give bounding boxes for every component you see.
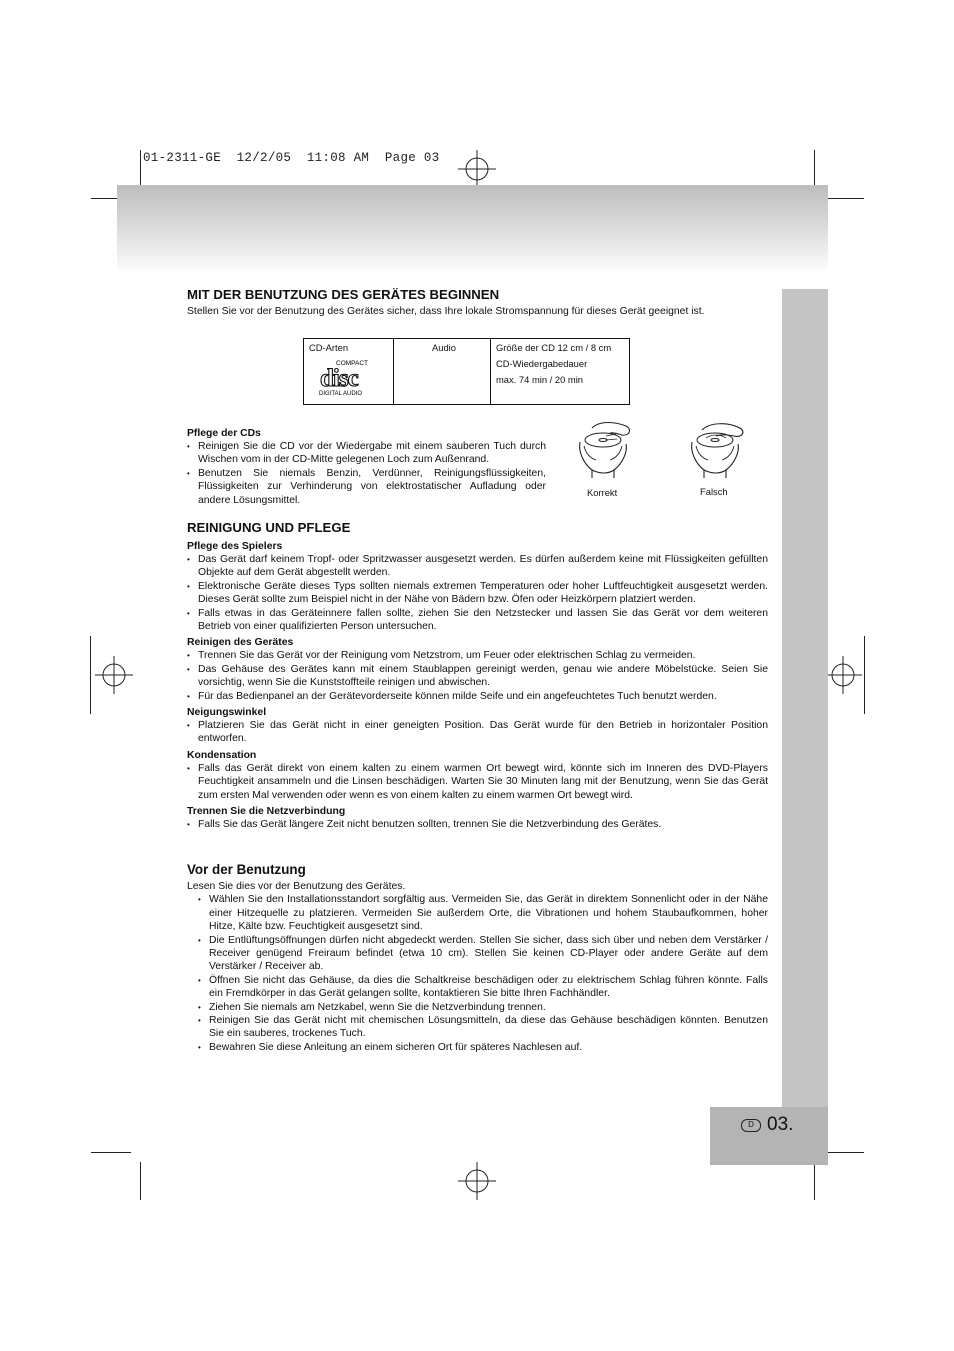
caption-wrong: Falsch — [700, 486, 728, 497]
list-item: • Trennen Sie das Gerät vor der Reinigung vom Netzstrom, um Feuer oder elektrischen Schlag zu vermeiden. — [187, 649, 768, 662]
logo-top-text: COMPACT — [336, 360, 369, 367]
cd-type-table — [303, 338, 630, 405]
list-item: • Für das Bedienpanel an der Gerätevorderseite können milde Seife und ein angefeuchtetes Tuch benutzt werden. — [187, 690, 768, 703]
cd-table-col-specs — [492, 339, 629, 404]
language-badge: D — [741, 1119, 761, 1132]
page-number — [741, 1114, 793, 1136]
list-item: • Elektronische Geräte dieses Typs sollten niemals extremen Temperaturen oder hoher Luftfeuchtigkeit ausgesetzt werden. Dieses Gerät sollte zum Beispiel nicht in der Nähe von Bädern bzw. Öfen oder Heizkörpern platziert werden. — [187, 580, 768, 607]
cd-table-col-type — [304, 339, 394, 404]
list-item: • Falls etwas in das Geräteinnere fallen sollte, ziehen Sie den Netzstecker und lassen Sie das Gerät vor dem weiteren Betrieb von einer qualifizierten Person untersuchen. — [187, 607, 768, 634]
cd-playtime-label: CD-Wiedergabedauer — [496, 358, 588, 369]
compact-disc-logo — [318, 357, 380, 397]
list-item: • Reinigen Sie das Gerät nicht mit chemischen Lösungsmitteln, da diese das Gehäuse beschädigen könnten. Benutzen Sie ein sauberes, trockenes Tuch. — [198, 1014, 768, 1041]
cd-playtime-value: max. 74 min / 20 min — [496, 374, 584, 385]
list-item: • Falls das Gerät direkt von einem kalten zu einem warmen Ort bewegt wird, könnte sich im Inneren des DVD-Players Feuchtigkeit ansammeln und die Linsen beschädigen. Warten Sie 30 Minuten lang mit der Benutzung, wenn Sie das Gerät zum ersten Mal verwenden oder wenn es von einem kalten zu einem warmen Ort bewegt wird. — [187, 762, 768, 802]
list-item: • Platzieren Sie das Gerät nicht in einer geneigten Position. Das Gerät wurde für den Betrieb in horizontaler Position entworfen. — [187, 719, 768, 746]
list-item: • Das Gehäuse des Gerätes kann mit einem Staublappen gereinigt werden, genau wie andere Möbelstücke. Seien Sie vorsichtig, wenn Sie die Kunststoffteile reinigen und abwischen. — [187, 663, 768, 690]
section-cleaning-care — [187, 520, 768, 832]
list-item: • Falls Sie das Gerät längere Zeit nicht benutzen sollten, trennen Sie die Netzverbindung des Gerätes. — [187, 818, 768, 831]
list-item: • Bewahren Sie diese Anleitung an einem sicheren Ort für späteres Nachlesen auf. — [198, 1041, 768, 1054]
cd-wipe-correct-illustration — [570, 420, 640, 480]
print-header: 01-2311-GE 12/2/05 11:08 AM Page 03 — [143, 151, 440, 165]
section-title: REINIGUNG UND PFLEGE — [187, 520, 351, 535]
registration-mark-top — [458, 150, 496, 188]
list-item: • Wählen Sie den Installationsstandort sorgfältig aus. Vermeiden Sie, das Gerät in direktem Sonnenlicht oder in der Nähe einer Hitzequelle zu platzieren. Vermeiden Sie außerdem Orte, die Vibrationen und hohem Staubaufkommen, hoher Hitze, Kälte bzw. Feuchtigkeit ausgesetzt sind. — [198, 893, 768, 933]
list-item: • Reinigen Sie die CD vor der Wiedergabe mit einem sauberen Tuch durch Wischen vom in der CD-Mitte gelegenen Loch zum Außenrand. — [187, 440, 546, 467]
disconnect-heading: Trennen Sie die Netzverbindung — [187, 806, 346, 818]
section-intro: Stellen Sie vor der Benutzung des Gerätes sicher, dass Ihre lokale Stromspannung für dieses Gerät geeignet ist. — [187, 306, 705, 317]
logo-bottom-text: DIGITAL AUDIO — [319, 391, 363, 397]
registration-mark-left — [95, 656, 133, 694]
cd-table-audio: Audio — [432, 342, 456, 353]
list-item: • Die Entlüftungsöffnungen dürfen nicht abgedeckt werden. Stellen Sie sicher, dass sich über und neben dem Verstärker / Receiver genügend Freiraum befindet (etwa 10 cm). Stellen Sie keinen CD-Player oder andere Geräte auf dem Verstärker / Receiver ab. — [198, 934, 768, 974]
device-cleaning-heading: Reinigen des Gerätes — [187, 637, 294, 649]
cd-table-col-audio — [395, 339, 491, 404]
list-item: • Benutzen Sie niemals Benzin, Verdünner, Reinigungsflüssigkeiten, Flüssigkeiten zur Verhinderung von elektrostatischer Aufladung oder andere Lösungsmittel. — [187, 467, 546, 507]
caption-correct: Korrekt — [587, 487, 618, 498]
page-number-text: 03. — [767, 1114, 794, 1135]
list-item: • Das Gerät darf keinem Tropf- oder Spritzwasser ausgesetzt werden. Es dürfen außerdem keine mit Flüssigkeiten gefüllten Objekte auf dem Gerät abgestellt werden. — [187, 553, 768, 580]
cd-care-heading: Pflege der CDs — [187, 428, 261, 439]
section-title: MIT DER BENUTZUNG DES GERÄTES BEGINNEN — [187, 287, 500, 302]
list-item: • Öffnen Sie nicht das Gehäuse, da dies die Schaltkreise beschädigen oder zu elektrischem Schlag führen könnte. Falls ein Fremdkörper in das Gerät gelangen sollte, kontaktieren Sie bitte Ihren Fachhändler. — [198, 974, 768, 1001]
registration-mark-bottom — [458, 1162, 496, 1200]
cd-table-label: CD-Arten — [309, 342, 349, 353]
player-care-heading: Pflege des Spielers — [187, 541, 283, 552]
logo-main-text: disc — [320, 365, 358, 392]
registration-mark-right — [824, 656, 862, 694]
tilt-angle-heading: Neigungswinkel — [187, 707, 267, 719]
section-intro: Lesen Sie dies vor der Benutzung des Gerätes. — [187, 881, 406, 892]
section-title: Vor der Benutzung — [187, 862, 306, 877]
condensation-heading: Kondensation — [187, 749, 257, 761]
cd-wipe-wrong-illustration — [682, 420, 752, 480]
side-tab-bar — [782, 289, 828, 1107]
cd-size: Größe der CD 12 cm / 8 cm — [496, 342, 612, 353]
cd-care-block — [187, 427, 546, 507]
section-getting-started — [187, 287, 768, 318]
list-item: • Ziehen Sie niemals am Netzkabel, wenn Sie die Netzverbindung trennen. — [198, 1001, 768, 1014]
header-gradient-band — [117, 185, 828, 270]
section-before-use — [187, 862, 768, 1054]
